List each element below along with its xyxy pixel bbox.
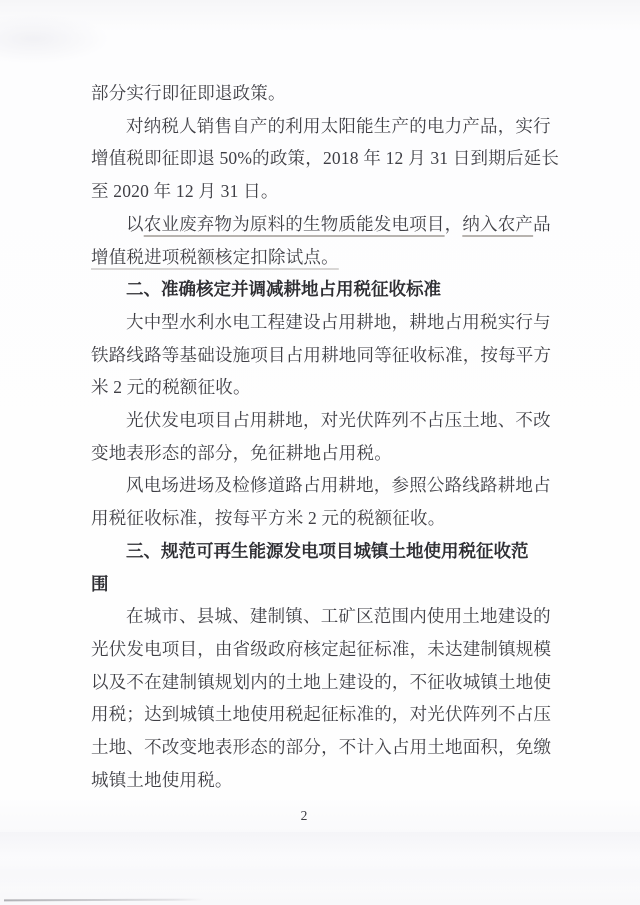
text-line	[91, 633, 561, 666]
text-segment: 品	[533, 213, 551, 234]
heading-line	[91, 273, 561, 306]
text-line	[91, 437, 561, 470]
text-segment: 对纳税人销售自产的利用太阳能生产的电力产品，实行	[126, 115, 551, 136]
text-segment: 米 2 元的税额征收。	[91, 377, 251, 398]
text-line	[91, 142, 561, 175]
text-line	[91, 666, 561, 699]
text-line	[91, 110, 561, 143]
text-segment: 部分实行即征即退政策。	[91, 83, 286, 103]
scan-artifact-top	[0, 14, 110, 64]
text-line	[91, 698, 561, 731]
text-line	[91, 241, 561, 274]
text-segment: 光伏发电项目占用耕地，对光伏阵列不占压土地、不改	[126, 410, 551, 431]
text-line	[91, 764, 561, 797]
text-segment: 三、规范可再生能源发电项目城镇土地使用税征收范	[126, 540, 529, 561]
text-segment: 光伏发电项目，由省级政府核定起征标准，未达建制镇规模	[91, 638, 552, 659]
text-segment: 二、准确核定并调减耕地占用税征收标准	[126, 279, 441, 300]
page-number	[0, 808, 640, 824]
document-body	[91, 77, 561, 796]
text-segment: 土地、不改变地表形态的部分，不计入占用土地面积，免缴	[91, 737, 552, 758]
text-line	[91, 600, 561, 633]
text-line	[91, 404, 561, 437]
page-number-value: 2	[300, 808, 308, 823]
text-line	[91, 77, 561, 110]
text-segment: 以及不在建制镇规划内的土地上建设的，不征收城镇土地使	[91, 671, 552, 692]
text-line	[91, 502, 561, 535]
text-segment: 增值税即征即退 50%的政策，2018 年 12 月 31 日到期后延长	[91, 148, 560, 169]
text-segment: 用税征收标准，按每平方米 2 元的税额征收。	[91, 508, 446, 529]
underlined-text-segment: 农业废弃物为原料的生物质能发电项目	[143, 213, 445, 234]
text-line	[91, 469, 561, 502]
underlined-text-segment: 纳入农产	[462, 213, 534, 234]
text-segment: 城镇土地使用税。	[91, 769, 233, 790]
text-segment: ，	[444, 213, 463, 234]
text-segment: 变地表形态的部分，免征耕地占用税。	[91, 442, 392, 463]
text-segment: 至 2020 年 12 月 31 日。	[91, 181, 279, 202]
text-line	[91, 208, 561, 241]
heading-line	[91, 568, 561, 601]
text-line	[91, 339, 561, 372]
scan-artifact-corner-line	[4, 899, 204, 902]
scan-artifact-bottom	[0, 832, 640, 905]
text-segment: 在城市、县城、建制镇、工矿区范围内使用土地建设的	[126, 606, 551, 627]
underlined-text-segment: 增值税进项税额核定扣除试点。	[91, 246, 339, 267]
heading-line	[91, 535, 561, 568]
text-line	[91, 731, 561, 764]
text-segment: 以	[126, 213, 144, 234]
text-segment: 风电场进场及检修道路占用耕地，参照公路线路耕地占	[126, 475, 551, 496]
text-segment: 用税；达到城镇土地使用税起征标准的，对光伏阵列不占压	[91, 704, 552, 725]
text-line	[91, 371, 561, 404]
text-segment: 围	[91, 573, 109, 594]
text-segment: 铁路线路等基础设施项目占用耕地同等征收标准，按每平方	[91, 344, 552, 365]
text-line	[91, 175, 561, 208]
text-segment: 大中型水利水电工程建设占用耕地，耕地占用税实行与	[126, 311, 551, 332]
text-line	[91, 306, 561, 339]
